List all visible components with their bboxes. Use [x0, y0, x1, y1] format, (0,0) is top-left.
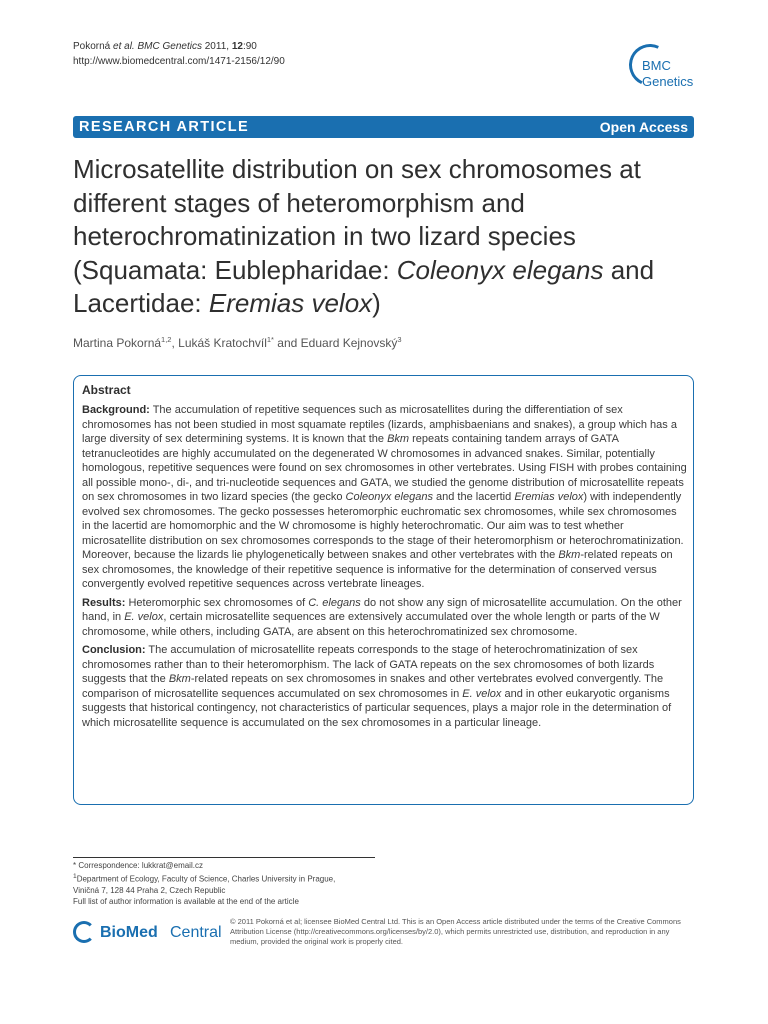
conclusion-text: -related repeats on sex chromosomes in snakes and other vertebrates evolved convergently. The comparison of microsatellite sequences accumulated on sex chromosomes in [82, 673, 664, 700]
results-label: Results: [82, 596, 126, 609]
author-3[interactable]: Eduard Kejnovský [300, 336, 398, 350]
title-text-2: and Lacertidae: [73, 254, 655, 318]
background-text: ) with independently evolved sex chromosomes. The gecko possesses heteromorphic euchromatic sex chromosomes, while sex chromosomes in the lacertid are homomorphic and the W chromosome is highly heterochromatic. Our aim was to test whether microsatellite distribution on sex chromosomes corresponds to the stage of their heteromorphism or heterochromatinization. Moreover, because the lizards lie phylogenetically between snakes and other vertebrates with the [82, 491, 684, 561]
author-2[interactable]: Lukáš Kratochvíl [178, 336, 267, 350]
author-list [73, 332, 402, 351]
background-text: repeats containing tandem arrays of GATA tetranucleotides are highly accumulated on the degenerated W chromosomes in advanced snakes. Similar, potentially homologous, repetitive sequences were found on sex chromosomes in other vertebrates. Using FISH with probes containing all possible mono-, di-, and tri-nucleotide sequences and GATA, we studied the genome distribution of microsatellite repeats on sex chromosomes in two lizard species (the gecko [82, 433, 687, 503]
conclusion-label: Conclusion: [82, 644, 146, 656]
bkm-term: Bkm [558, 549, 581, 561]
abstract-conclusion [82, 643, 688, 730]
author-separator: , [171, 336, 179, 350]
correspondence-note[interactable]: * Correspondence: lukkrat@email.cz [73, 861, 203, 870]
author-1-affil: 1,2 [161, 335, 172, 344]
affiliation-line-1: Department of Ecology, Faculty of Science, Charles University in Prague, [76, 874, 336, 884]
species-term: Coleonyx elegans [345, 491, 433, 503]
title-text-1: Microsatellite distribution on sex chromosomes at different stages of heteromorphism and heterochromatinization in two lizard species (Squamata: Eublepharidae: [73, 154, 641, 285]
citation-etal: et al. [110, 41, 138, 52]
author-3-affil: 3 [397, 335, 402, 344]
background-text: The accumulation of repetitive sequences such as microsatellites during the differentiation of sex chromosomes has not been studied in most squamate reptiles (lizards, amphisbaenians and snakes), a group which has a large diversity of sex determining systems. It is known that the [82, 404, 677, 445]
bkm-term: Bkm [168, 673, 191, 685]
biomed-orb-icon [73, 921, 95, 943]
author-2-affil: 1* [266, 335, 274, 344]
article-type-bar [73, 116, 694, 138]
logo-line1: BMC [642, 58, 671, 73]
open-access-label: Open Access [599, 119, 688, 135]
conclusion-text: and in other eukaryotic organisms suggests that historical contingency, not characteristics of particular sequences, plays a major role in the determination of which microsatellite sequence is accumulated on the sex chromosomes in a particular lineage. [82, 687, 672, 729]
citation-year: 2011, [201, 41, 232, 52]
citation-line [73, 39, 285, 54]
title-species-1: Coleonyx elegans [396, 254, 604, 285]
footnote-divider [73, 857, 375, 858]
citation-journal: BMC Genetics [137, 41, 202, 52]
species-term: E. velox [124, 611, 164, 623]
abstract-box [73, 375, 694, 805]
footnotes [73, 860, 335, 907]
full-list-note: Full list of author information is available at the end of the article [73, 896, 299, 906]
article-url-link[interactable]: http://www.biomedcentral.com/1471-2156/12/90 [73, 56, 285, 67]
affiliation-line-2: Viničná 7, 128 44 Praha 2, Czech Republic [73, 885, 226, 895]
bkm-term: Bkm [387, 433, 410, 445]
conclusion-text: The accumulation of microsatellite repeats corresponds to the stage of heterochromatinization of sex chromosomes rather than to their heteromorphism. The lack of GATA repeats on the sex chromosomes of both lizards suggests that the [82, 644, 655, 685]
citation-authors: Pokorná [73, 41, 111, 52]
title-text-3: ) [372, 288, 381, 318]
logo-biomed: BioMed [100, 924, 158, 941]
logo-line2: Genetics [642, 74, 694, 89]
bmc-genetics-logo [627, 44, 699, 100]
article-type-label: RESEARCH ARTICLE [79, 119, 250, 135]
biomed-central-logo[interactable] [73, 918, 223, 950]
species-term: C. elegans [308, 596, 361, 609]
license-text: © 2011 Pokorná et al; licensee BioMed Central Ltd. This is an Open Access article distributed under the terms of the Creative Commons Attribution License (http://creativecommons.org/licenses/by/2.0), which permits unrestricted use, distribution, and reproduction in any medium, provided the original work is properly cited. [230, 917, 681, 946]
background-label: Background: [82, 404, 150, 416]
results-text: , certain microsatellite sequences are extensively accumulated over the whole length or parts of the W chromosome, while others, including GATA, are absent on this heterochromatinized sex chromosome. [82, 611, 660, 638]
article-title [73, 153, 713, 321]
abstract-background [82, 403, 688, 592]
species-term: E. velox [462, 687, 502, 700]
affiliation-note [73, 871, 335, 885]
author-separator: and [273, 336, 301, 350]
results-text: do not show any sign of microsatellite accumulation. On the other hand, in [82, 596, 682, 623]
logo-central: Central [170, 924, 222, 941]
results-text: Heteromorphic sex chromosomes of [125, 596, 309, 609]
abstract-results [82, 596, 688, 640]
citation-page: :90 [242, 41, 257, 52]
background-text: and the lacertid [432, 491, 515, 503]
author-1[interactable]: Martina Pokorná [73, 336, 162, 350]
abstract-heading: Abstract [82, 383, 131, 397]
affiliation-number: 1 [73, 873, 77, 880]
citation-header [73, 39, 285, 69]
species-term: Eremias velox [514, 491, 584, 503]
title-species-2: Eremias velox [208, 288, 373, 318]
background-text: -related repeats on sex chromosomes, the knowledge of their repetitive sequence is informative for the determination of conserved versus convergently evolved repetitive sequences across vertebrate lineages. [82, 549, 673, 590]
citation-volume: 12 [231, 41, 243, 52]
